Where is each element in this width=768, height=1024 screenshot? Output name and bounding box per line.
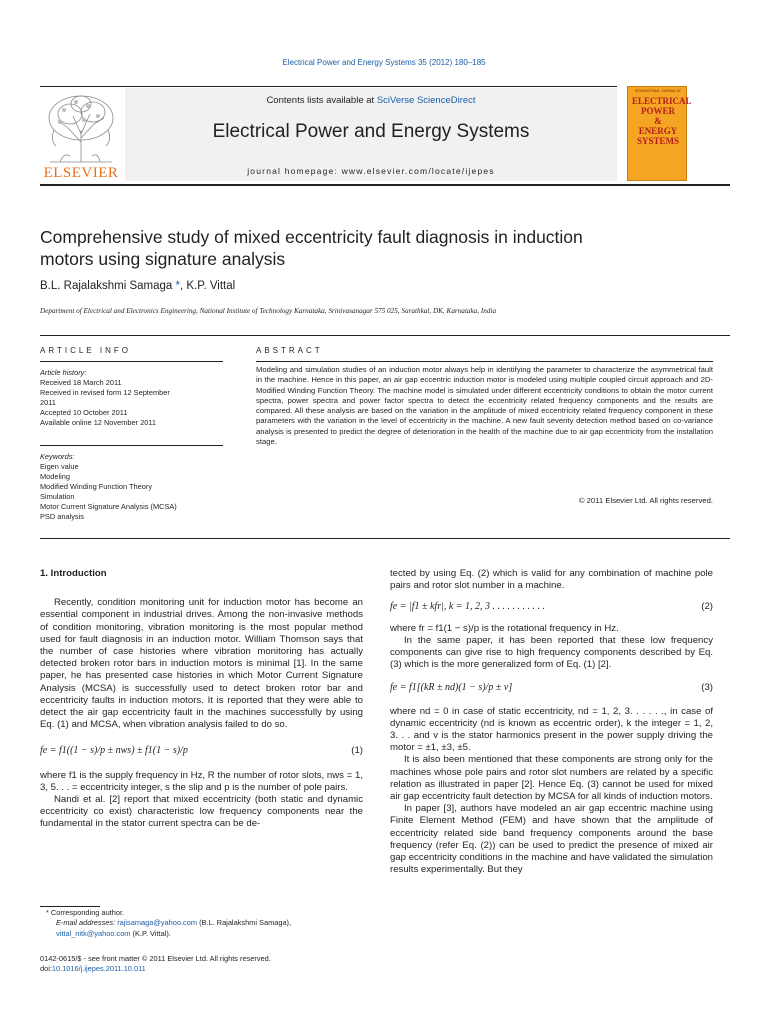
contents-list-line xyxy=(125,95,617,106)
email-label: E-mail addresses: xyxy=(56,918,118,928)
history-item: Available online 12 November 2011 xyxy=(40,418,157,427)
issn-line: 0142-0615/$ - see front matter © 2011 Elsevier Ltd. All rights reserved. xyxy=(40,954,271,963)
history-label: Article history: xyxy=(40,368,87,377)
equation-2-number: (2) xyxy=(701,601,713,613)
contents-prefix: Contents lists available at xyxy=(266,95,377,106)
corresponding-note: * Corresponding author. xyxy=(46,908,125,917)
body-paragraph-r2: where fr = f1(1 − s)/p is the rotational frequency in Hz. xyxy=(390,622,619,634)
cover-line: & xyxy=(654,116,662,126)
article-title-line2: motors using signature analysis xyxy=(40,249,286,269)
cover-line: ENERGY xyxy=(638,126,678,136)
doi-link[interactable]: 10.1016/j.ijepes.2011.10.011 xyxy=(51,964,146,974)
body-paragraph-r5: It is also been mentioned that these components are strong only for the machines whose pole pairs and rotor slot numbers are related by a specific relation as illustrated in paper [2]. Hence Eq. (3) cannot be used for mixed air gap eccentricity fault detection by MCSA for all kinds of induction motors. xyxy=(390,754,713,803)
email-note xyxy=(40,918,363,939)
right-column xyxy=(390,568,713,876)
sciencedirect-link[interactable]: SciVerse ScienceDirect xyxy=(376,95,476,106)
cover-line: POWER xyxy=(640,106,675,116)
left-column xyxy=(40,568,363,831)
body-paragraph-r3: In the same paper, it has been reported that these low frequency components can give rise to high frequency components described by Eq. (3) which is the more generalized form of Eq. (1) [2]. xyxy=(390,634,713,671)
email-owner-2: (K.P. Vittal). xyxy=(130,928,171,938)
equation-3-text: fe = f1[(kR ± nd)(1 − s)/p ± v] xyxy=(390,682,513,694)
keyword-item: Modeling xyxy=(40,472,70,481)
cover-line: ELECTRICAL xyxy=(632,96,692,106)
article-history xyxy=(40,368,223,428)
equation-3-number: (3) xyxy=(701,682,713,694)
section-heading: 1. Introduction xyxy=(40,568,107,579)
equation-3 xyxy=(390,682,713,694)
abstract-heading: ABSTRACT xyxy=(256,346,323,355)
body-paragraph-r1: tected by using Eq. (2) which is valid for any combination of machine pole pairs and rotor slot number in a machine. xyxy=(390,568,713,592)
abstract-heading-rule xyxy=(256,361,713,362)
keyword-item: PSD analysis xyxy=(40,512,84,521)
article-title xyxy=(40,226,730,270)
footnote-rule xyxy=(40,906,100,907)
header-top-rule xyxy=(40,86,617,87)
elsevier-wordmark: ELSEVIER xyxy=(43,165,119,181)
info-heading-rule xyxy=(40,361,223,362)
cover-title xyxy=(632,96,692,146)
abstract-bottom-rule xyxy=(40,538,730,539)
intro-paragraph-1: Recently, condition monitoring unit for induction motor has become an essential component in industrial drives. Among the non-invasive methods of condition monitoring, vibration monitoring is the most popular method used for fault diagnosis in an induction motor. William Thomson says that the number of case histories where vibration monitoring has actually detected broken rotor bars in induction motors is minimal [1]. In the same paper, he has presented case histories in which Motor Current Signature Analysis (MCSA) is successfully used to detect broken rotor bar and eccentricity faults in induction motors. It is reported that they were able to detect the air gap eccentricity fault in the machines successfully by using Eq. (1) and MCSA, when vibration analysis failed to do so. xyxy=(40,597,363,731)
equation-1-number: (1) xyxy=(351,745,363,757)
journal-citation[interactable]: Electrical Power and Energy Systems 35 (2012) 180–185 xyxy=(282,58,486,67)
journal-homepage[interactable]: journal homepage: www.elsevier.com/locate/ijepes xyxy=(247,166,495,176)
intro-paragraph-2: where f1 is the supply frequency in Hz, R the number of rotor slots, nws = 1, 3, 5. . . = eccentricity integer, s the slip and p is the number of pole pairs. xyxy=(40,769,363,793)
keywords xyxy=(40,452,223,522)
history-item: 2011 xyxy=(40,398,56,407)
email-link-1[interactable]: rajisamaga@yahoo.com xyxy=(117,918,198,928)
abstract-text: Modeling and simulation studies of an induction motor always help in identifying the parameter to characterize the asymmetrical fault in the machine. Hence in this paper, an air gap eccentric induction motor is modeled using multiple coupled circuit approach and 2D-Modified Winding Function Theory. The machine model is simulated under different eccentricity conditions to obtain the motor current spectra, power spectra and power factor spectra to detect the eccentricity related frequency components and the results are compared. All these analysis are based on the variation in the amplitude of mixed eccentricity related frequency component in these parameters with the variation in the level of eccentricity in the machine. A new fault severity detection method based on co-variance analysis is presented to predict the degree of deterioration in the health of the machine due to air gap eccentricity from the installation stage. xyxy=(256,365,713,447)
keyword-item: Simulation xyxy=(40,492,75,501)
equation-2-text: fe = |f1 ± kfr|, k = 1, 2, 3 . . . . . . . . . . . xyxy=(390,601,546,613)
keyword-item: Eigen value xyxy=(40,462,79,471)
doi-label: doi: xyxy=(40,964,52,974)
equation-2 xyxy=(390,601,713,613)
equation-1-text: fe = f1((1 − s)/p ± nws) ± f1(1 − s)/p xyxy=(40,745,188,757)
cover-line: SYSTEMS xyxy=(636,136,680,146)
history-item: Received in revised form 12 September xyxy=(40,388,170,397)
history-keyword-rule xyxy=(40,445,223,446)
journal-name: Electrical Power and Energy Systems xyxy=(212,121,530,142)
history-item: Received 18 March 2011 xyxy=(40,378,122,387)
email-link-2[interactable]: vittal_nitk@yahoo.com xyxy=(56,928,131,938)
abstract-copyright: © 2011 Elsevier Ltd. All rights reserved. xyxy=(578,496,713,505)
intro-paragraph-3: Nandi et al. [2] report that mixed eccentricity (both static and dynamic eccentricity co exist) characteristic low frequency components near the fundamental in the stator current spectra can be de- xyxy=(40,794,363,830)
doi-line xyxy=(40,964,363,974)
email-owner-1: (B.L. Rajalakshmi Samaga), xyxy=(197,918,292,928)
cover-small-text: INTERNATIONAL JOURNAL OF xyxy=(634,89,682,93)
keyword-item: Modified Winding Function Theory xyxy=(40,482,153,491)
article-info-heading: ARTICLE INFO xyxy=(40,346,131,355)
body-paragraph-r4: where nd = 0 in case of static eccentricity, nd = 1, 2, 3. . . . . ., in case of dynamic eccentricity (nd is known as eccentric order), k the integer = 1, 2, 3. . . and v is the stator harmonics present in the power supply driving the motor = ±1, ±3, ±5. xyxy=(390,705,713,754)
info-top-rule xyxy=(40,335,730,336)
keywords-label: Keywords: xyxy=(40,452,75,461)
equation-1 xyxy=(40,745,363,757)
article-title-line1: Comprehensive study of mixed eccentricity fault diagnosis in induction xyxy=(40,227,583,247)
author-1: B.L. Rajalakshmi Samaga xyxy=(40,280,176,292)
author-2: , K.P. Vittal xyxy=(180,280,236,292)
history-item: Accepted 10 October 2011 xyxy=(40,408,128,417)
front-matter xyxy=(40,954,363,975)
author-list xyxy=(40,280,235,292)
keyword-item: Motor Current Signature Analysis (MCSA) xyxy=(40,502,177,511)
affiliation: Department of Electrical and Electronics Engineering, National Institute of Technology Karnataka, Srinivasanagar 575 025, Surathkal, DK, Karnataka, India xyxy=(40,307,497,315)
corresponding-author-link[interactable]: * xyxy=(175,280,180,292)
body-paragraph-r6: In paper [3], authors have modeled an air gap eccentric machine using Finite Element Method (FEM) and have shown that the amplitude of eccentricity related side band frequency components around the base frequency (refer Eq. (2)) can be used to predict the presence of mixed air gap eccentricity conditions in the machine and have validated the simulation results experimentally. But they xyxy=(390,803,713,876)
header-bottom-rule xyxy=(40,184,730,186)
footnote xyxy=(40,908,363,939)
